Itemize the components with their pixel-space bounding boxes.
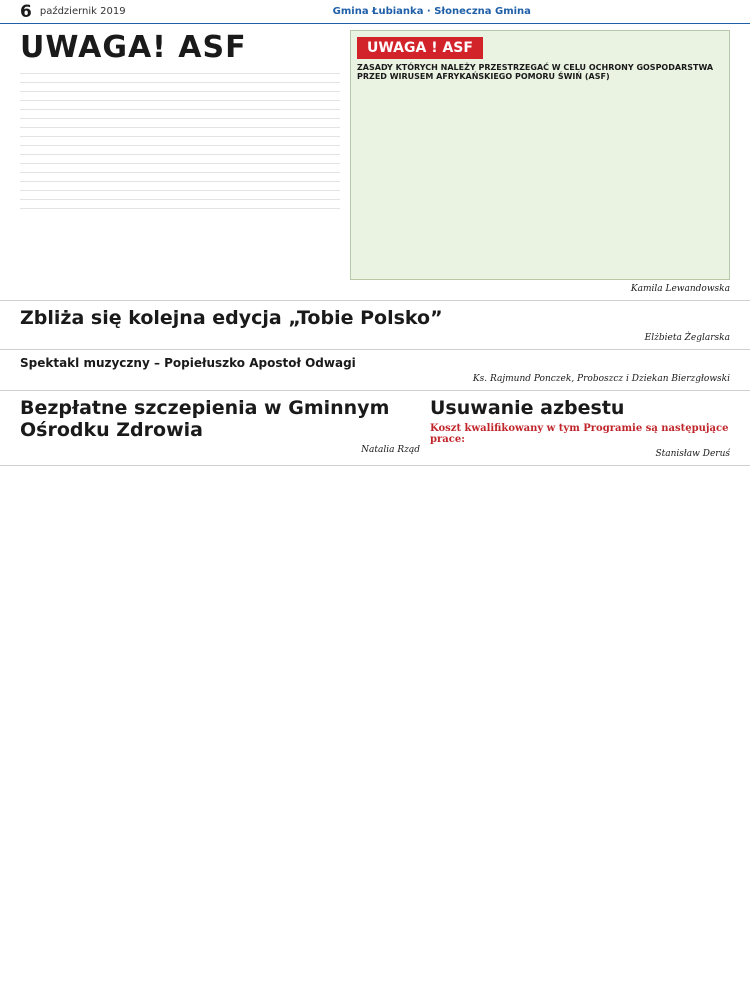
article-asf — [0, 24, 750, 301]
article-headline: Spektakl muzyczny – Popiełuszko Apostoł Odwagi — [20, 356, 356, 370]
article-headline: Zbliża się kolejna edycja „Tobie Polsko” — [20, 307, 443, 329]
bottom-row — [0, 391, 750, 466]
article-spektakl — [0, 350, 750, 391]
article-headline: Usuwanie azbestu — [430, 397, 625, 419]
article-signature: Natalia Rząd — [361, 445, 420, 455]
article-szczepienia — [20, 397, 420, 459]
article-azbest — [430, 397, 730, 459]
article-signature: Ks. Rajmund Ponczek, Proboszcz i Dziekan Bierzgłowski — [472, 374, 730, 384]
page-number: 6 — [20, 1, 32, 22]
article-headline: Bezpłatne szczepienia w Gminnym Ośrodku Zdrowia — [20, 397, 390, 441]
infographic-banner: UWAGA ! ASF — [357, 37, 483, 59]
article-headline: UWAGA! ASF — [20, 30, 247, 65]
infographic-caption: ZASADY KTÓRYCH NALEŻY PRZESTRZEGAĆ W CELU OCHRONY GOSPODARSTWA PRZED WIRUSEM AFRYKAŃSKIEGO POMORU ŚWIŃ (ASF) — [357, 63, 714, 81]
article-signature: Kamila Lewandowska — [630, 284, 730, 294]
paper-title: Gmina Łubianka · Słoneczna Gmina — [332, 6, 531, 17]
article-signature: Stanisław Deruś — [655, 449, 730, 459]
article-body-placeholder — [20, 65, 340, 215]
article-tobie-polsko — [0, 301, 750, 350]
asf-infographic — [350, 30, 730, 280]
article-signature: Elżbieta Żeglarska — [644, 333, 730, 343]
cost-highlight: Koszt kwalifikowany w tym Programie są następujące prace: — [430, 423, 729, 445]
masthead — [0, 0, 750, 24]
issue-date: październik 2019 — [39, 6, 126, 17]
